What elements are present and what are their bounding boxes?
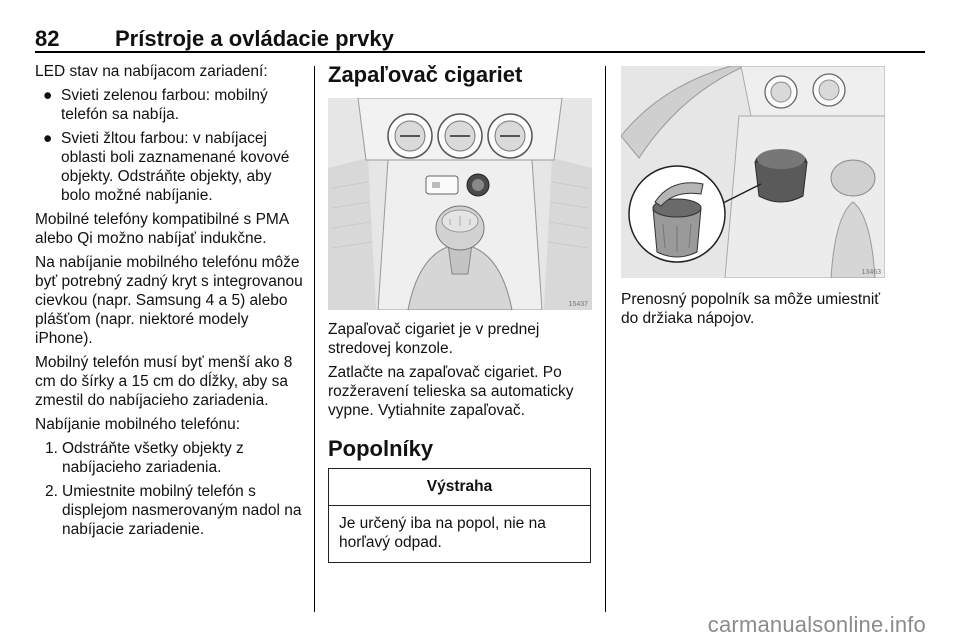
list-item <box>35 482 303 539</box>
figure-code: 13463 <box>861 269 881 276</box>
page-number: 82 <box>35 26 60 51</box>
column-right <box>621 62 889 333</box>
list-item <box>35 129 303 205</box>
step-text: Odstráňte všetky objekty z nabíjacieho zariadenia. <box>62 440 244 476</box>
column-middle <box>328 62 592 563</box>
warning-title: Výstraha <box>329 469 590 506</box>
bullet-icon: ● <box>43 130 53 147</box>
column-left <box>35 62 303 544</box>
ashtray-drawing <box>621 66 885 278</box>
steps-intro: Nabíjanie mobilného telefónu: <box>35 416 241 433</box>
console-drawing <box>328 98 592 310</box>
warning-box <box>328 468 591 563</box>
led-intro: LED stav na nabíjacom zariadení: <box>35 63 268 80</box>
watermark-text: carmanualsonline.info <box>707 612 926 637</box>
header-rule <box>35 51 925 53</box>
bullet-icon: ● <box>43 87 53 104</box>
warning-text: Je určený iba na popol, nie na horľavý odpad. <box>339 515 546 551</box>
list-item <box>35 86 303 124</box>
size-paragraph: Mobilný telefón musí byť menší ako 8 cm do šírky a 15 cm do dĺžky, aby sa zmestil do nabíjacieho zariadenia. <box>35 354 293 409</box>
ashtrays-title: Popolníky <box>328 436 434 461</box>
led-status-list <box>35 86 303 205</box>
figure-code: 15437 <box>568 301 588 308</box>
step-text: Umiestnite mobilný telefón s displejom nasmerovaným nadol na nabíjacie zariadenie. <box>62 483 302 538</box>
step-number: 2. <box>45 483 58 500</box>
lighter-location-paragraph: Zapaľovač cigariet je v prednej stredovej konzole. <box>328 321 540 357</box>
portable-ashtray-illustration <box>621 66 885 278</box>
page-header <box>0 0 960 60</box>
led-yellow-text: Svieti žltou farbou: v nabíjacej oblasti boli zaznamenané kovové objekty. Odstráňte objekty, aby bolo možné nabíjanie. <box>61 130 290 204</box>
cover-paragraph: Na nabíjanie mobilného telefónu môže byť potrebný zadný kryt s integrovanou cievkou (napr. Samsung 4 a 5) alebo plášťom (napr. niektoré modely iPhone). <box>35 254 303 347</box>
column-divider-2 <box>605 66 606 612</box>
charging-steps <box>35 439 303 539</box>
portable-ashtray-paragraph: Prenosný popolník sa môže umiestniť do držiaka nápojov. <box>621 291 881 327</box>
led-green-text: Svieti zelenou farbou: mobilný telefón sa nabíja. <box>61 87 268 123</box>
cigarette-lighter-title: Zapaľovač cigariet <box>328 62 523 87</box>
column-divider-1 <box>314 66 315 612</box>
list-item <box>35 439 303 477</box>
compatibility-paragraph: Mobilné telefóny kompatibilné s PMA alebo Qi možno nabíjať indukčne. <box>35 211 289 247</box>
step-number: 1. <box>45 440 58 457</box>
chapter-title: Prístroje a ovládacie prvky <box>115 26 394 51</box>
lighter-usage-paragraph: Zatlačte na zapaľovač cigariet. Po rozžeravení telieska sa automaticky vypne. Vytiahnite zapaľovač. <box>328 364 574 419</box>
center-console-illustration <box>328 98 592 310</box>
